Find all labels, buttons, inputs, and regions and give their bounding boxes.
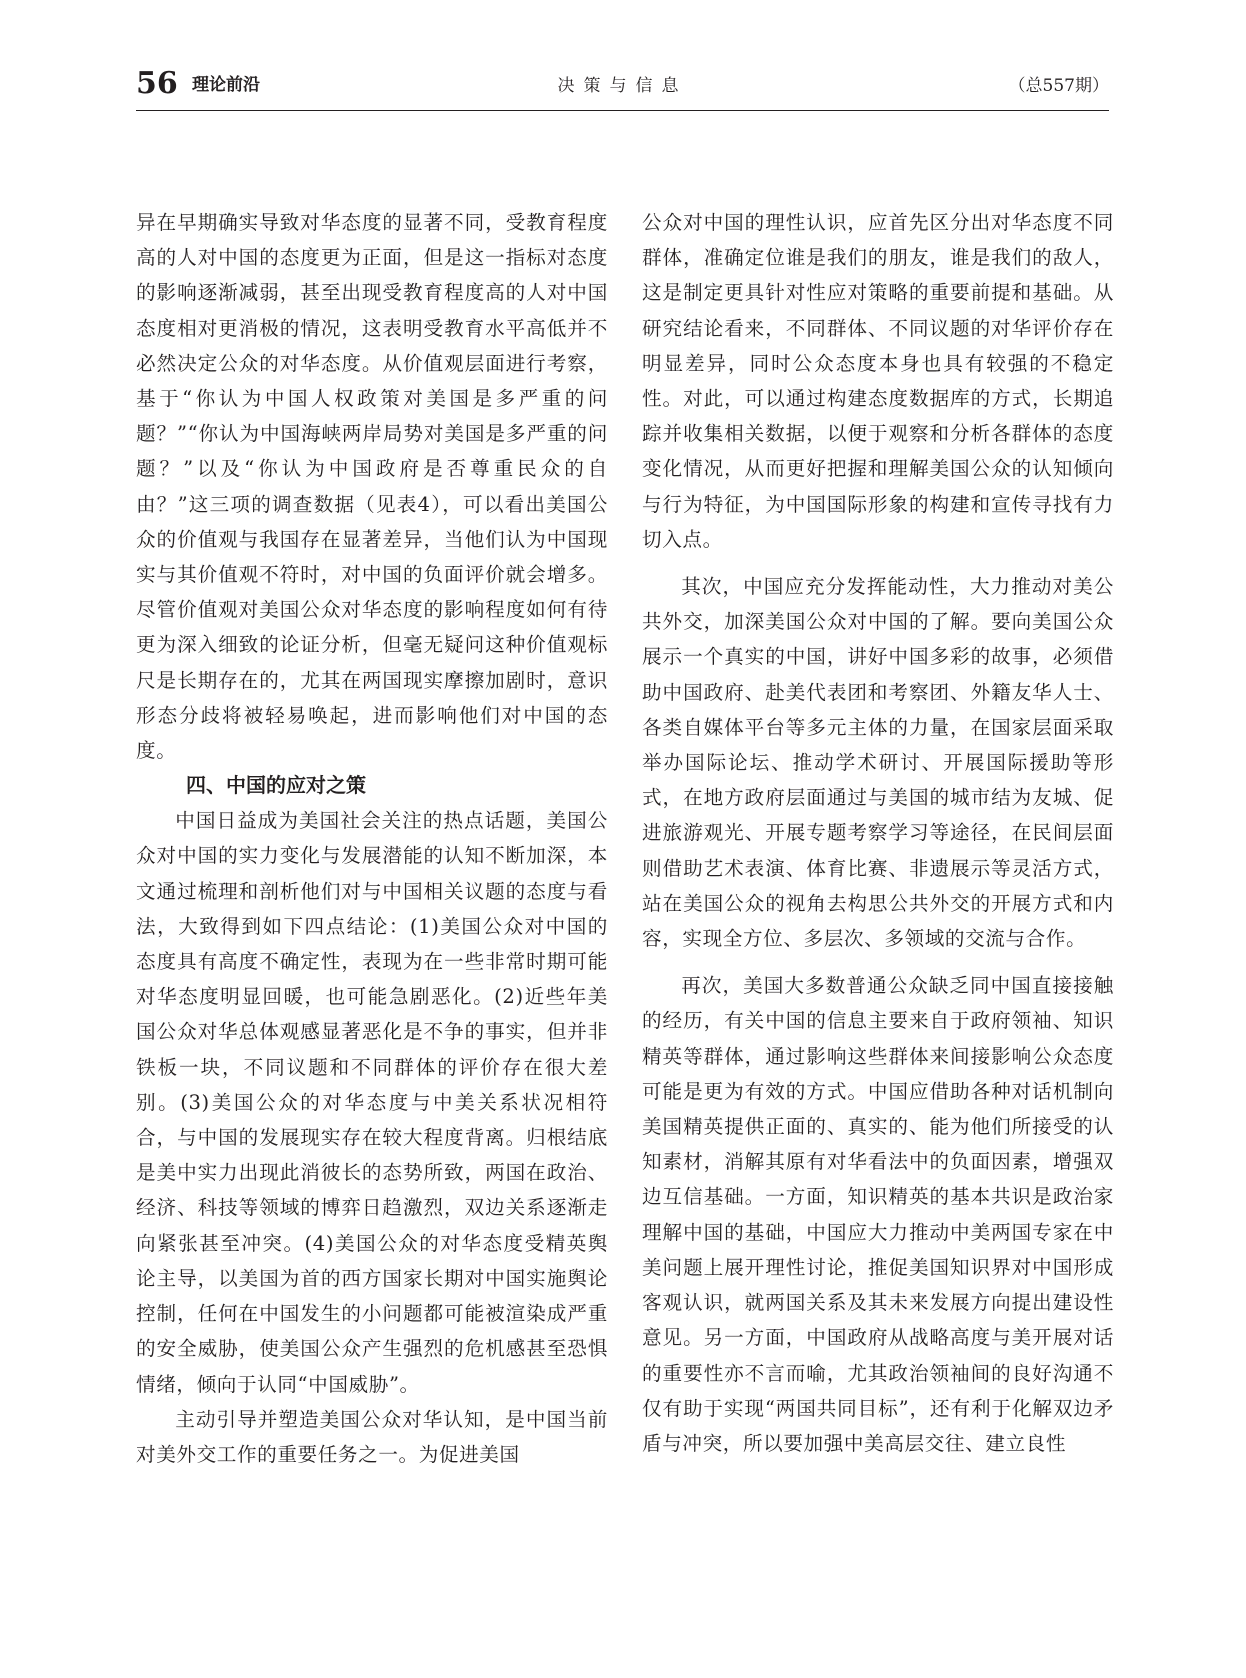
right-column [642, 205, 1114, 1461]
paragraph: 异在早期确实导致对华态度的显著不同，受教育程度高的人对中国的态度更为正面，但是这一指标对态度的影响逐渐减弱，甚至出现受教育程度高的人对中国态度相对更消极的情况，这表明受教育水平高低并不必然决定公众的对华态度。从价值观层面进行考察，基于“你认为中国人权政策对美国是多严重的问题？”“你认为中国海峡两岸局势对美国是多严重的问题？”以及“你认为中国政府是否尊重民众的自由？”这三项的调查数据（见表4），可以看出美国公众的价值观与我国存在显著差异，当他们认为中国现实与其价值观不符时，对中国的负面评价就会增多。尽管价值观对美国公众对华态度的影响程度如何有待更为深入细致的论证分析，但毫无疑问这种价值观标尺是长期存在的，尤其在两国现实摩擦加剧时，意识形态分歧将被轻易唤起，进而影响他们对中国的态度。 [136, 211, 608, 763]
left-column [136, 205, 608, 1472]
paragraph: 公众对中国的理性认识，应首先区分出对华态度不同群体，准确定位谁是我们的朋友，谁是我们的敌人，这是制定更具针对性应对策略的重要前提和基础。从研究结论看来，不同群体、不同议题的对华评价存在明显差异，同时公众态度本身也具有较强的不稳定性。对此，可以通过构建态度数据库的方式，长期追踪并收集相关数据，以便于观察和分析各群体的态度变化情况，从而更好把握和理解美国公众的认知倾向与行为特征，为中国国际形象的构建和宣传寻找有力切入点。 [642, 211, 1114, 551]
paragraph: 主动引导并塑造美国公众对华认知，是中国当前对美外交工作的重要任务之一。为促进美国 [136, 1407, 608, 1466]
page-number: 56 [136, 66, 178, 101]
paragraph: 其次，中国应充分发挥能动性，大力推动对美公共外交，加深美国公众对中国的了解。要向美国公众展示一个真实的中国，讲好中国多彩的故事，必须借助中国政府、赴美代表团和考察团、外籍友华人士、各类自媒体平台等多元主体的力量，在国家层面采取举办国际论坛、推动学术研讨、开展国际援助等形式，在地方政府层面通过与美国的城市结为友城、促进旅游观光、开展专题考察学习等途径，在民间层面则借助艺术表演、体育比赛、非遗展示等灵活方式，站在美国公众的视角去构思公共外交的开展方式和内容，实现全方位、多层次、多领域的交流与合作。 [642, 575, 1114, 951]
paragraph: 再次，美国大多数普通公众缺乏同中国直接接触的经历，有关中国的信息主要来自于政府领袖、知识精英等群体，通过影响这些群体来间接影响公众态度可能是更为有效的方式。中国应借助各种对话机制向美国精英提供正面的、真实的、能为他们所接受的认知素材，消解其原有对华看法中的负面因素，增强双边互信基础。一方面，知识精英的基本共识是政治家理解中国的基础，中国应大力推动中美两国专家在中美问题上展开理性讨论，推促美国知识界对中国形成客观认识，就两国关系及其未来发展方向提出建设性意见。另一方面，中国政府从战略高度与美开展对话的重要性亦不言而喻，尤其政治领袖间的良好沟通不仅有助于实现“两国共同目标”，还有利于化解双边矛盾与冲突，所以要加强中美高层交往、建立良性 [642, 974, 1114, 1455]
section-title: 理论前沿 [192, 75, 260, 95]
page-header [136, 64, 1109, 112]
paragraph-gap [642, 956, 1114, 968]
journal-title: 决策与信息 [557, 76, 688, 96]
header-divider [136, 110, 1109, 111]
section-heading: 四、中国的应对之策 [186, 773, 366, 798]
issue-number: （总557期） [1008, 76, 1109, 96]
paragraph: 中国日益成为美国社会关注的热点话题，美国公众对中国的实力变化与发展潜能的认知不断加深，本文通过梳理和剖析他们对与中国相关议题的态度与看法，大致得到如下四点结论：(1)美国公众对中国的态度具有高度不确定性，表现为在一些非常时期可能对华态度明显回暖，也可能急剧恶化。(2)近些年美国公众对华总体观感显著恶化是不争的事实，但并非铁板一块，不同议题和不同群体的评价存在很大差别。(3)美国公众的对华态度与中美关系状况相符合，与中国的发展现实存在较大程度背离。归根结底是美中实力出现此消彼长的态势所致，两国在政治、经济、科技等领域的博弈日趋激烈，双边关系逐渐走向紧张甚至冲突。(4)美国公众的对华态度受精英舆论主导，以美国为首的西方国家长期对中国实施舆论控制，任何在中国发生的小问题都可能被渲染成严重的安全威胁，使美国公众产生强烈的危机感甚至恐惧情绪，倾向于认同“中国威胁”。 [136, 809, 608, 1396]
paragraph-gap [642, 557, 1114, 569]
